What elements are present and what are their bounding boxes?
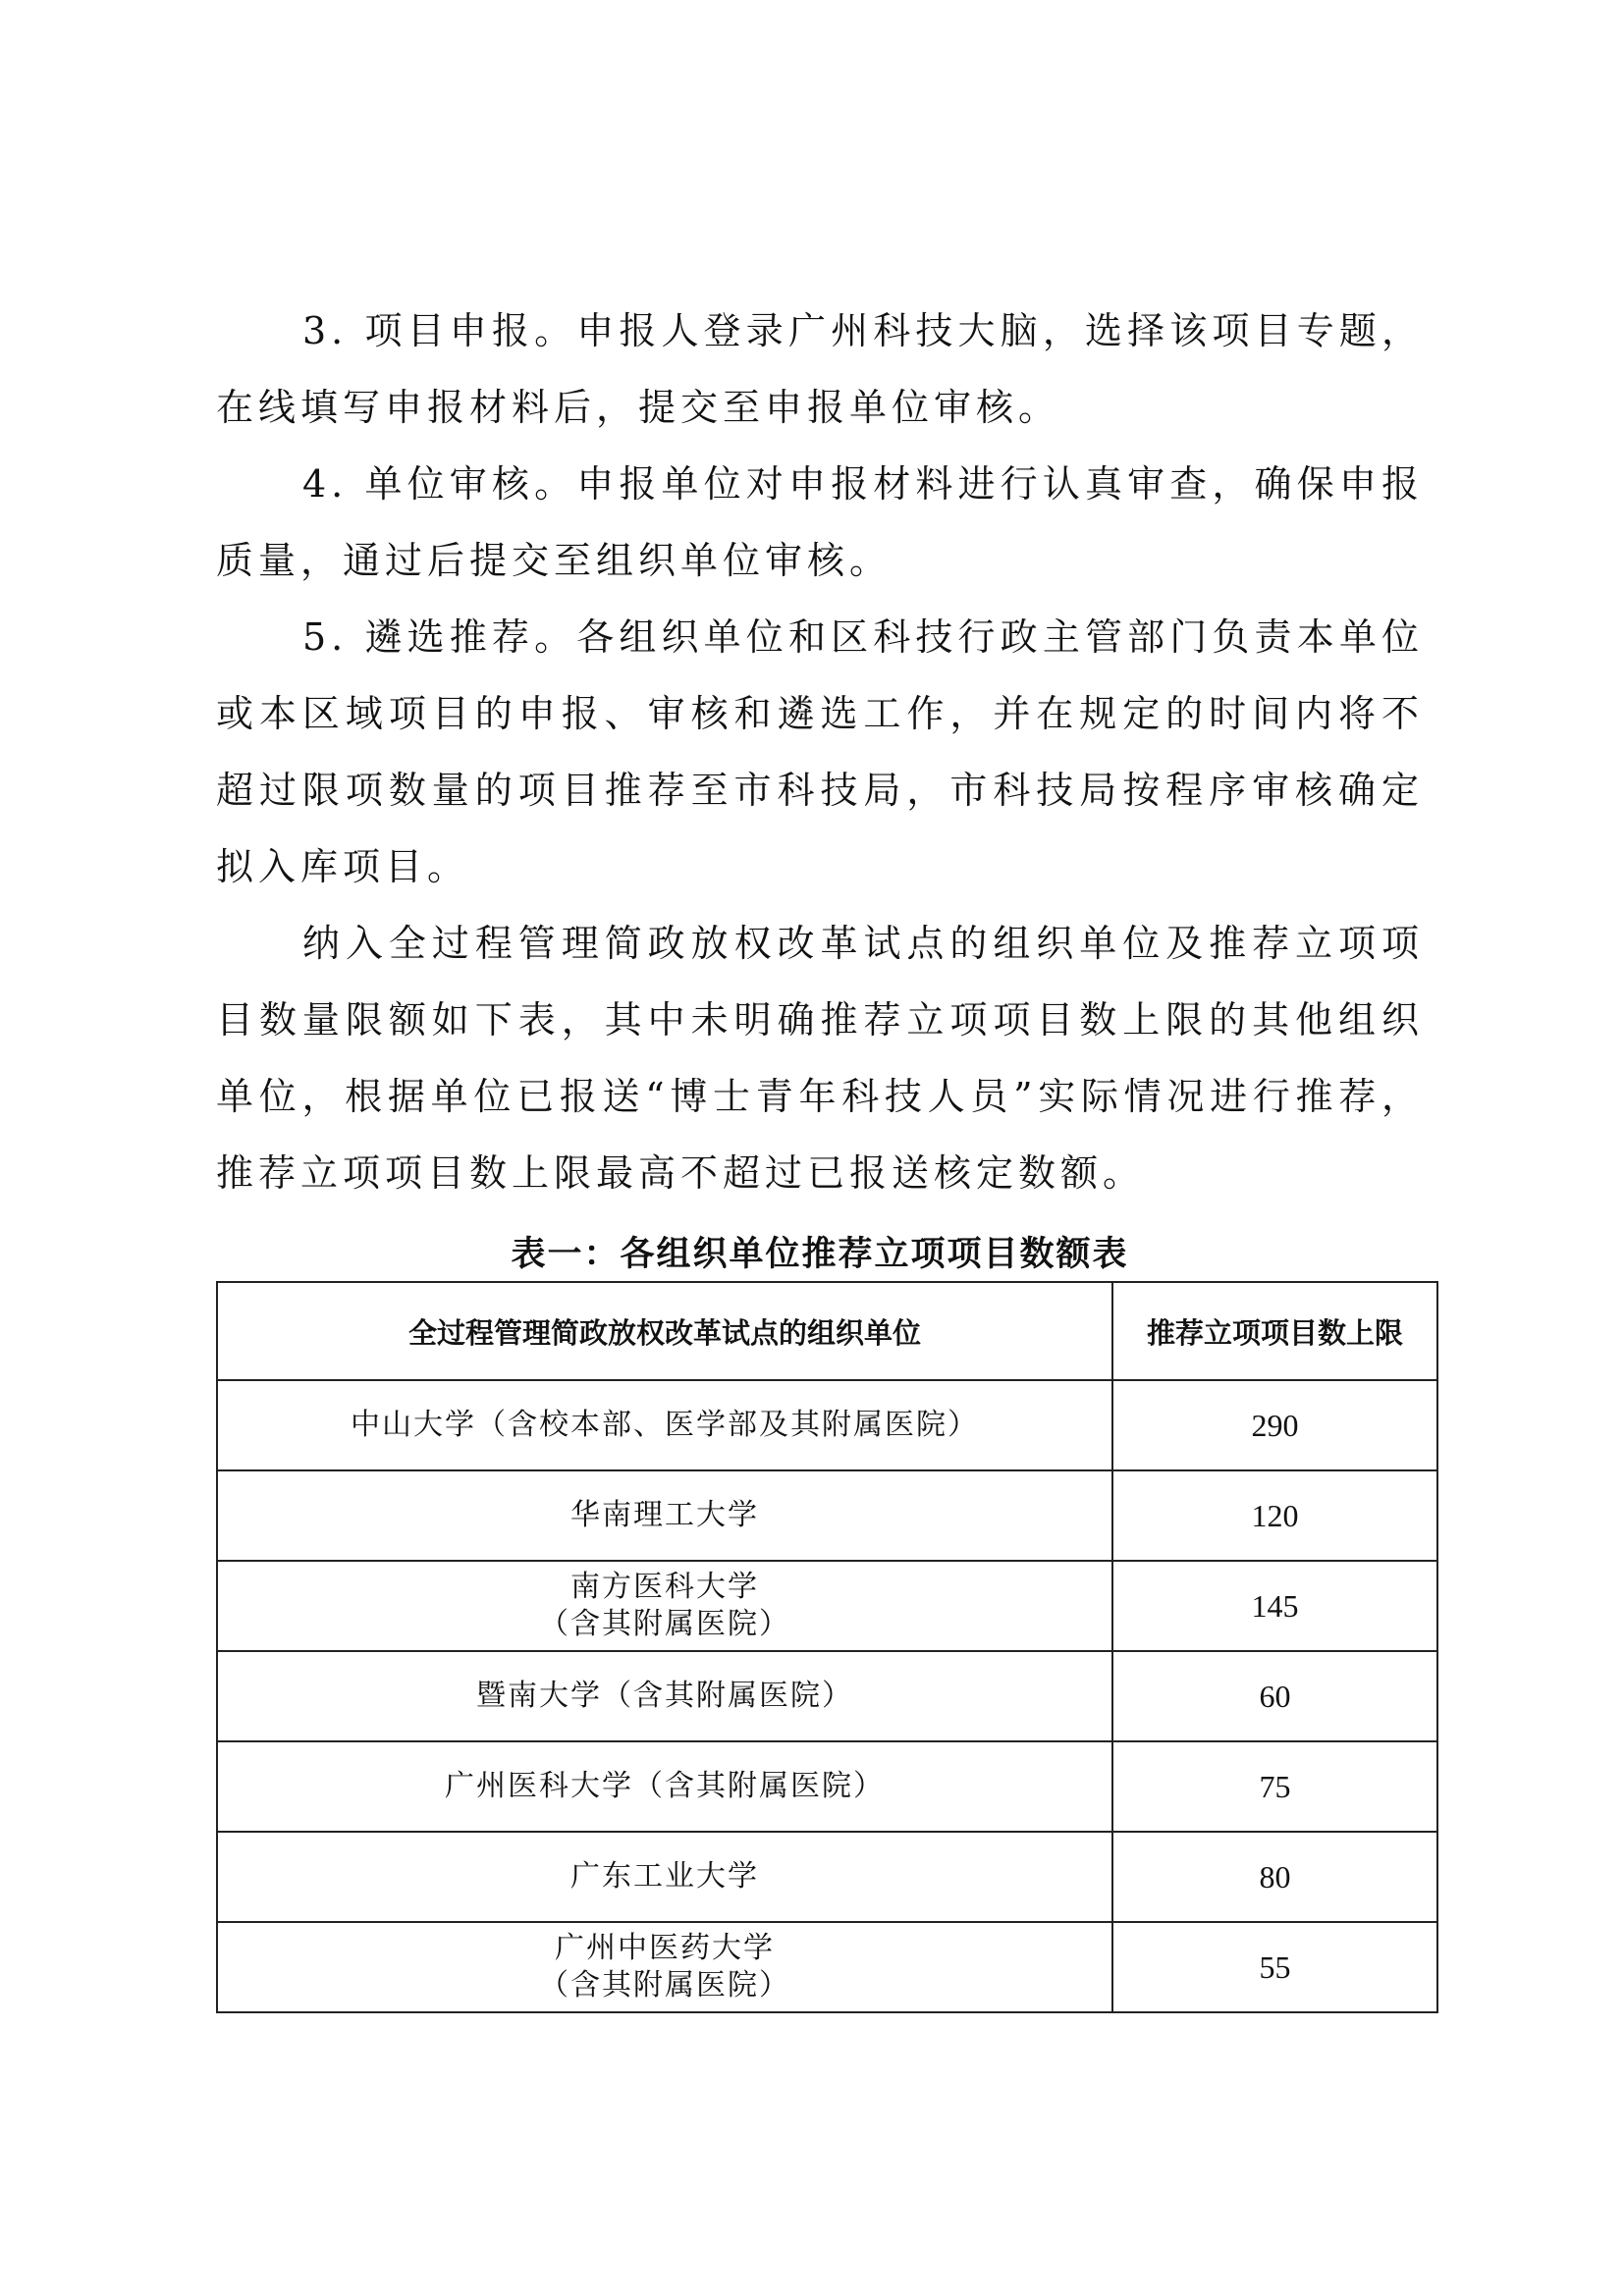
unit-name: 南方医科大学 bbox=[570, 1570, 759, 1604]
unit-cell bbox=[217, 1741, 1112, 1832]
table-header-row bbox=[217, 1282, 1437, 1380]
unit-name: 暨南大学（含其附属医院） bbox=[476, 1679, 853, 1713]
unit-name: 广东工业大学 bbox=[570, 1859, 759, 1894]
paragraph-selection-recommendation: 5. 遴选推荐。各组织单位和区科技行政主管部门负责本单位或本区域项目的申报、审核和遴选工作，并在规定的时间内将不超过限项数量的项目推荐至市科技局，市科技局按程序审核确定拟入库项目。 bbox=[216, 615, 1424, 888]
table-row bbox=[217, 1651, 1437, 1741]
limit-cell: 290 bbox=[1112, 1380, 1437, 1470]
unit-cell bbox=[217, 1561, 1112, 1651]
table-caption: 表一：各组织单位推荐立项项目数额表 bbox=[511, 1235, 1129, 1274]
table-row bbox=[217, 1832, 1437, 1922]
quota-table bbox=[216, 1281, 1438, 2013]
unit-name-note: （含其附属医院） bbox=[539, 1607, 790, 1641]
paragraph-quota-description: 纳入全过程管理简政放权改革试点的组织单位及推荐立项项目数量限额如下表，其中未明确推荐立项项目数上限的其他组织单位，根据单位已报送“博士青年科技人员”实际情况进行推荐，推荐立项项目数上限最高不超过已报送核定数额。 bbox=[216, 922, 1424, 1195]
paragraph-project-application: 3. 项目申报。申报人登录广州科技大脑，选择该项目专题，在线填写申报材料后，提交至申报单位审核。 bbox=[216, 309, 1424, 429]
header-project-limit: 推荐立项项目数上限 bbox=[1112, 1282, 1437, 1380]
limit-cell: 55 bbox=[1112, 1922, 1437, 2012]
table-row bbox=[217, 1922, 1437, 2012]
unit-name: 广州医科大学（含其附属医院） bbox=[445, 1769, 885, 1803]
unit-cell bbox=[217, 1651, 1112, 1741]
unit-cell bbox=[217, 1380, 1112, 1470]
limit-cell: 60 bbox=[1112, 1651, 1437, 1741]
body-text bbox=[216, 293, 1424, 1211]
table-row bbox=[217, 1561, 1437, 1651]
limit-cell: 75 bbox=[1112, 1741, 1437, 1832]
unit-name: 广州中医药大学 bbox=[555, 1931, 775, 1965]
unit-name: 华南理工大学 bbox=[570, 1498, 759, 1532]
unit-cell bbox=[217, 1832, 1112, 1922]
unit-name: 中山大学（含校本部、医学部及其附属医院） bbox=[351, 1408, 979, 1442]
table-row bbox=[217, 1741, 1437, 1832]
header-organization-unit: 全过程管理简政放权改革试点的组织单位 bbox=[217, 1282, 1112, 1380]
paragraph-unit-review: 4. 单位审核。申报单位对申报材料进行认真审查，确保申报质量，通过后提交至组织单位审核。 bbox=[216, 462, 1424, 582]
unit-cell bbox=[217, 1922, 1112, 2012]
limit-cell: 120 bbox=[1112, 1470, 1437, 1561]
table-row bbox=[217, 1380, 1437, 1470]
unit-cell bbox=[217, 1470, 1112, 1561]
unit-name-note: （含其附属医院） bbox=[539, 1968, 790, 2002]
table-row bbox=[217, 1470, 1437, 1561]
limit-cell: 80 bbox=[1112, 1832, 1437, 1922]
limit-cell: 145 bbox=[1112, 1561, 1437, 1651]
